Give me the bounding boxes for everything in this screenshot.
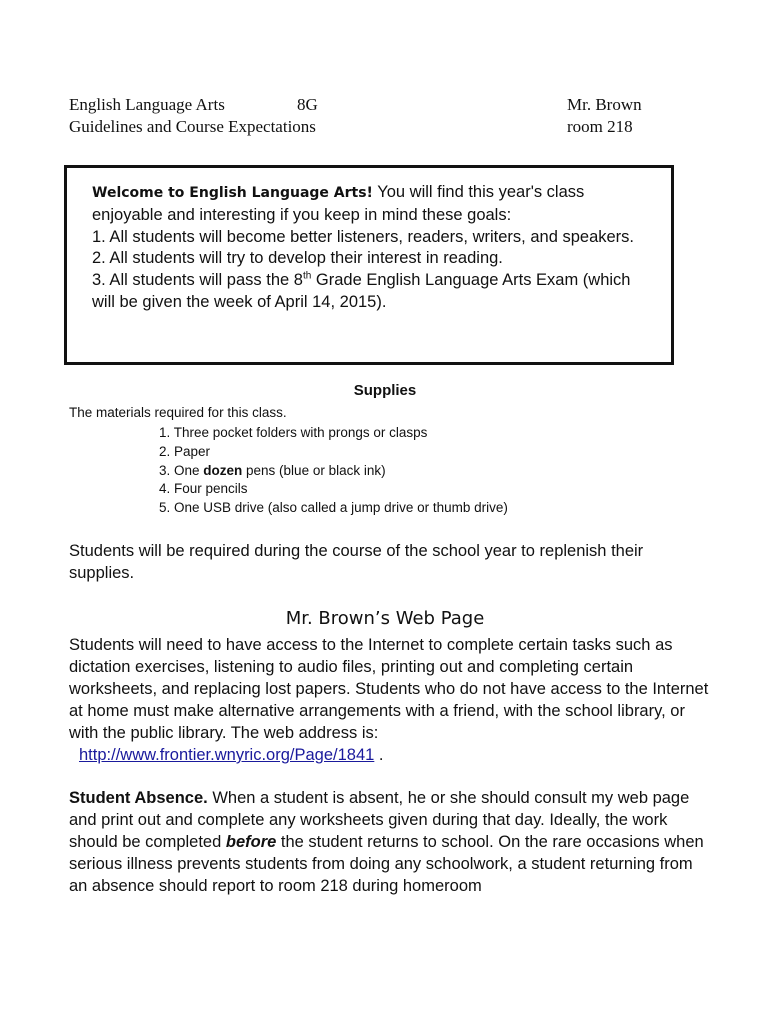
- supply-item: 5. One USB drive (also called a jump drive or thumb drive): [159, 500, 508, 516]
- document-header: [69, 94, 669, 137]
- teacher-name: Mr. Brown: [567, 95, 642, 114]
- replenish-note: Students will be required during the course of the school year to replenish their supplies.: [69, 542, 644, 582]
- goal-2: 2. All students will try to develop their interest in reading.: [92, 249, 503, 268]
- supply-item-pre: 3. One: [159, 462, 204, 478]
- absence-lead: Student Absence.: [69, 789, 208, 807]
- supplies-heading: Supplies: [353, 382, 417, 399]
- goal-3-pre: 3. All students will pass the 8: [92, 271, 303, 290]
- absence-text-pre: When a student is absent, he or she should consult my web page and print out and complete any worksheets given during that day. Ideally, the work should be completed: [69, 789, 690, 851]
- welcome-box: [64, 165, 674, 365]
- supply-item: 2. Paper: [159, 443, 211, 459]
- welcome-lead: Welcome to English Language Arts!: [92, 185, 373, 201]
- welcome-intro: [92, 182, 651, 227]
- supply-item: 1. Three pocket folders with prongs or clasps: [159, 425, 428, 440]
- absence-text-post: the student returns to school. On the rare occasions when serious illness prevents students from doing any schoolwork, a student returning from an absence should report to room 218 during homeroom: [69, 833, 704, 895]
- goal-3: [92, 270, 651, 314]
- goal-1: 1. All students will become better listeners, readers, writers, and speakers.: [92, 227, 634, 246]
- web-address-link[interactable]: http://www.frontier.wnyric.org/Page/1841: [79, 746, 375, 764]
- absence-emphasis: before: [225, 833, 277, 851]
- supply-list: [159, 424, 508, 518]
- goal-3-post: Grade English Language Arts Exam (which will be given the week of April 14, 2015).: [92, 271, 631, 311]
- welcome-intro-text: You will find this year's class enjoyable and interesting if you keep in mind these goals:: [92, 183, 585, 224]
- room-number: room 218: [567, 116, 633, 136]
- web-page-paragraph: Students will need to have access to the Internet to complete certain tasks such as dictation exercises, listening to audio files, printing out and completing certain worksheets, and replacing lost papers. Students who do not have access to the Internet at home must make alternative arrangements with a friend, with the school library, or with the public library. The web address is:: [69, 636, 709, 742]
- course-name: English Language Arts: [69, 95, 225, 114]
- supply-item: [159, 462, 508, 481]
- goal-3-sup: th: [302, 270, 312, 282]
- supply-item: 4. Four pencils: [159, 481, 248, 497]
- header-row-1: [69, 94, 669, 116]
- web-address-line: [79, 744, 384, 766]
- header-row-2: [69, 116, 669, 138]
- absence-paragraph: [69, 787, 709, 897]
- document-subtitle: Guidelines and Course Expectations: [69, 116, 316, 136]
- supply-item-bold: dozen: [203, 462, 243, 478]
- supply-item-post: pens (blue or black ink): [242, 462, 386, 478]
- materials-intro: The materials required for this class.: [69, 405, 287, 420]
- grade-label: 8G: [297, 95, 318, 114]
- web-address-suffix: .: [374, 746, 384, 764]
- web-page-heading: Mr. Brown’s Web Page: [285, 608, 485, 629]
